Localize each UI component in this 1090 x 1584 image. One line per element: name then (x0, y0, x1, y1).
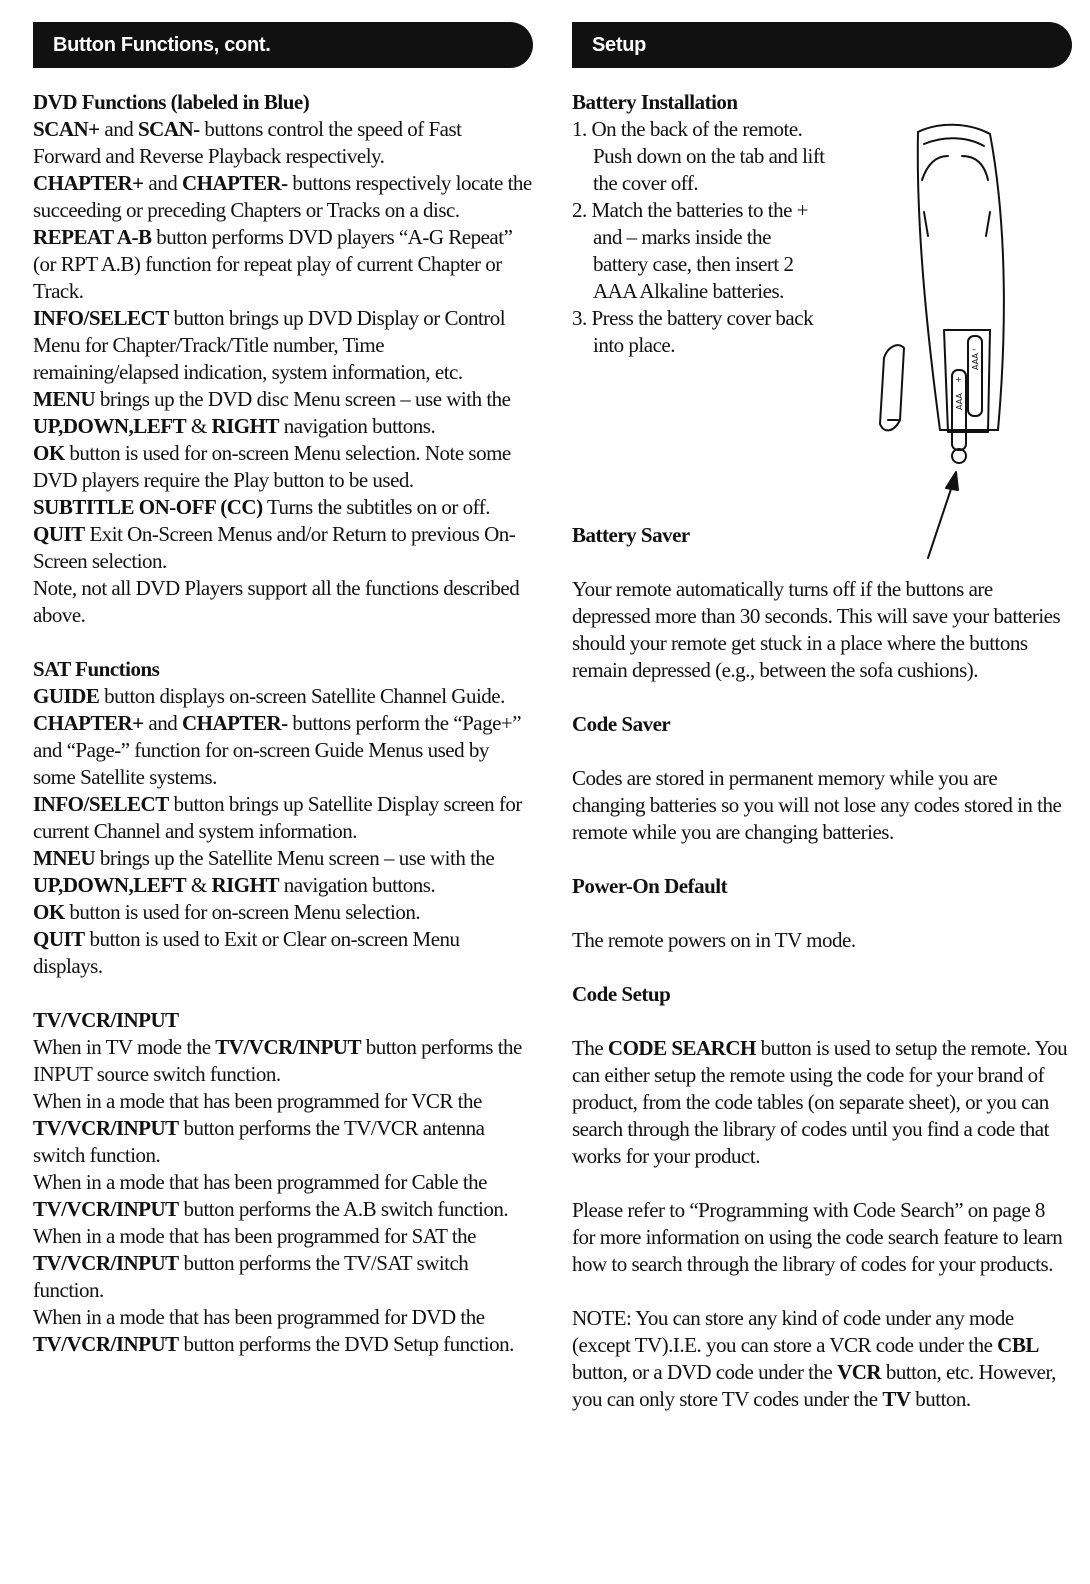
power-on-default-heading: Power-On Default (572, 874, 728, 898)
minus-mark: – (972, 345, 976, 354)
battery-step-2: 2. Match the batteries to the + and – marks inside the battery case, then insert 2 AAA Alkaline batteries. (572, 198, 809, 303)
battery-saver-heading: Battery Saver (572, 523, 690, 547)
dvd-item-menu: MENU brings up the DVD disc Menu screen – use with the UP,DOWN,LEFT & RIGHT navigation buttons. (33, 387, 511, 438)
battery-saver-text: Your remote automatically turns off if the buttons are depressed more than 30 seconds. This will save your batteries should your remote get stuck in a place where the buttons remain depressed (e.g., between the sofa cushions). (572, 577, 1061, 682)
code-setup-heading: Code Setup (572, 982, 671, 1006)
section-header-setup: Setup (572, 22, 1072, 68)
right-column (572, 22, 1072, 1413)
sat-item-ok: OK button is used for on-screen Menu selection. (33, 900, 421, 924)
sat-item-guide: GUIDE button displays on-screen Satellite Channel Guide. (33, 684, 505, 708)
battery-cover (880, 345, 904, 430)
sat-item-menu: MNEU brings up the Satellite Menu screen – use with the UP,DOWN,LEFT & RIGHT navigation buttons. (33, 846, 495, 897)
code-setup-text-2: Please refer to “Programming with Code Search” on page 8 for more information on using the code search feature to learn how to search through the library of codes for your products. (572, 1198, 1063, 1276)
left-column (33, 22, 533, 1358)
battery-label-aaa-1: AAA (971, 353, 980, 370)
tvvcr-item-dvd: When in a mode that has been programmed for DVD the TV/VCR/INPUT button performs the DVD Setup function. (33, 1305, 514, 1356)
tvvcr-item-tv: When in TV mode the TV/VCR/INPUT button performs the INPUT source switch function. (33, 1035, 522, 1086)
remote-outline (918, 125, 1004, 430)
dvd-item-ok: OK button is used for on-screen Menu selection. Note some DVD players require the Play button to be used. (33, 441, 511, 492)
dvd-item-repeat: REPEAT A-B button performs DVD players “A-G Repeat” (or RPT A.B) function for repeat play of current Chapter or Track. (33, 225, 513, 303)
tvvcr-item-sat: When in a mode that has been programmed for SAT the TV/VCR/INPUT button performs the TV/SAT switch function. (33, 1224, 476, 1302)
sat-functions-heading: SAT Functions (33, 657, 160, 681)
sat-item-chapter: CHAPTER+ and CHAPTER- buttons perform the “Page+” and “Page-” function for on-screen Guide Menus used by some Satellite systems. (33, 711, 522, 789)
battery-label-aaa-2: AAA (955, 393, 964, 410)
code-saver-heading: Code Saver (572, 712, 671, 736)
sat-item-info-select: INFO/SELECT button brings up Satellite Display screen for current Channel and system information. (33, 792, 522, 843)
dvd-item-quit: QUIT Exit On-Screen Menus and/or Return to previous On-Screen selection. (33, 522, 516, 573)
code-saver-text: Codes are stored in permanent memory while you are changing batteries so you will not lose any codes stored in the remote while you are changing batteries. (572, 766, 1062, 844)
code-setup-note: NOTE: You can store any kind of code under any mode (except TV).I.E. you can store a VCR code under the CBL button, or a DVD code under the VCR button, etc. However, you can only store TV codes under the TV button. (572, 1306, 1056, 1411)
tvvcr-item-vcr: When in a mode that has been programmed for VCR the TV/VCR/INPUT button performs the TV/VCR antenna switch function. (33, 1089, 485, 1167)
dvd-item-scan: SCAN+ and SCAN- buttons control the speed of Fast Forward and Reverse Playback respectively. (33, 117, 462, 168)
power-on-default-text: The remote powers on in TV mode. (572, 928, 856, 952)
section-header-button-functions: Button Functions, cont. (33, 22, 533, 68)
sat-item-quit: QUIT button is used to Exit or Clear on-screen Menu displays. (33, 927, 460, 978)
code-setup-text-1: The CODE SEARCH button is used to setup the remote. You can either setup the remote using the code for your brand of product, from the code tables (on separate sheet), or you can search through the library of codes until you find a code that works for your product. (572, 1036, 1068, 1168)
battery-step-1: 1. On the back of the remote. Push down on the tab and lift the cover off. (572, 117, 825, 195)
battery-installation-heading: Battery Installation (572, 90, 738, 114)
tv-vcr-input-heading: TV/VCR/INPUT (33, 1008, 179, 1032)
remote-battery-illustration (858, 120, 1028, 560)
tvvcr-item-cable: When in a mode that has been programmed for Cable the TV/VCR/INPUT button performs the A.B switch function. (33, 1170, 509, 1221)
dvd-item-info-select: INFO/SELECT button brings up DVD Display or Control Menu for Chapter/Track/Title number, Time remaining/elapsed indication, system information, etc. (33, 306, 506, 384)
dvd-item-chapter: CHAPTER+ and CHAPTER- buttons respectively locate the succeeding or preceding Chapters or Tracks on a disc. (33, 171, 532, 222)
dvd-note: Note, not all DVD Players support all the functions described above. (33, 576, 520, 627)
plus-mark: + (955, 375, 962, 384)
arrow-icon (928, 480, 954, 558)
dvd-item-subtitle: SUBTITLE ON-OFF (CC) Turns the subtitles on or off. (33, 495, 490, 519)
dvd-functions-heading: DVD Functions (labeled in Blue) (33, 90, 310, 114)
battery-steps-list (572, 116, 827, 359)
battery-step-3: 3. Press the battery cover back into place. (572, 306, 814, 357)
